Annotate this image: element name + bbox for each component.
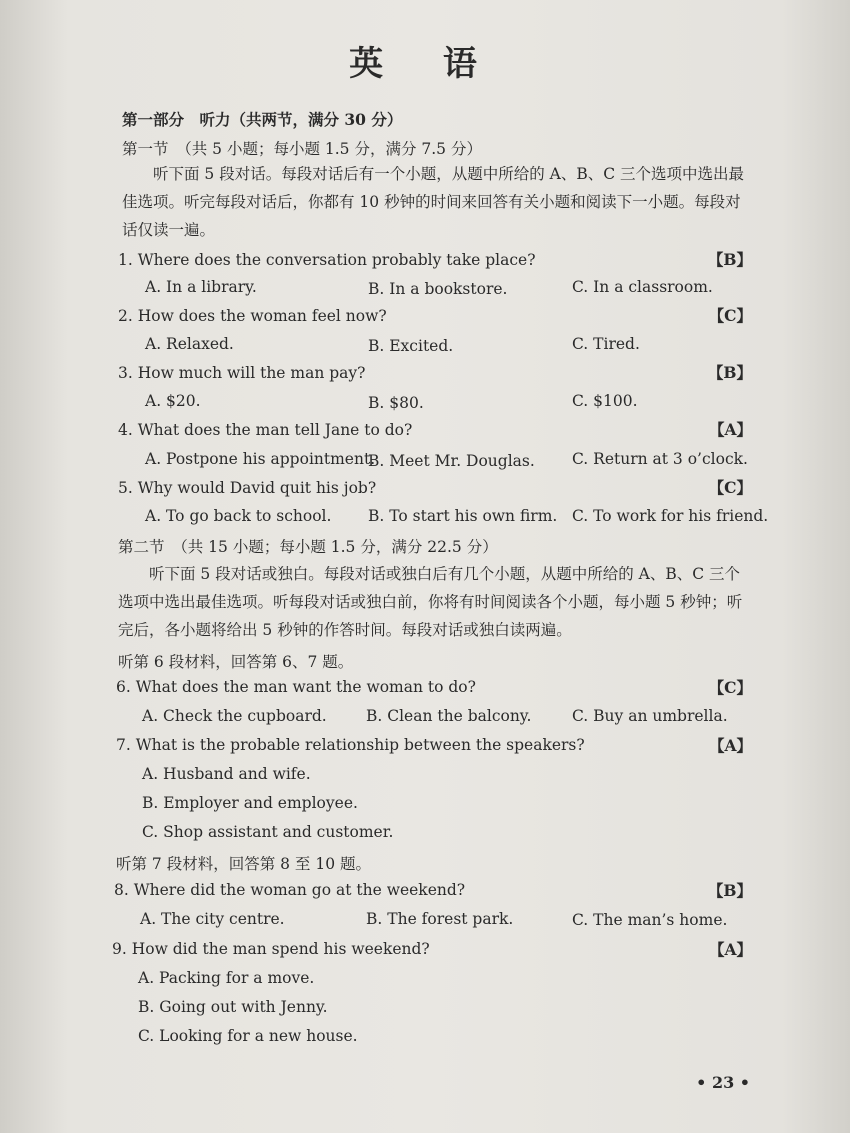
option-1c: C. In a classroom. [572,278,713,296]
option-3b: B. $80. [368,394,424,412]
page-number: • 23 • [696,1073,750,1092]
question-7: 7. What is the probable relationship between the speakers? [116,736,585,754]
option-4b: B. Meet Mr. Douglas. [368,452,535,470]
option-5b: B. To start his own firm. [368,507,558,525]
option-9a: A. Packing for a move. [138,969,315,987]
section1-instructions: 听下面 5 段对话。每段对话后有一个小题，从题中所给的 A、B、C 三个选项中选出最佳选项。听完每段对话后，你都有 10 秒钟的时间来回答有关小题和阅读下一小题。每段对话仅读一遍。 [122,165,745,239]
material-7-note: 听第 7 段材料，回答第 8 至 10 题。 [116,855,372,873]
question-2: 2. How does the woman feel now? [118,307,387,325]
question-3: 3. How much will the man pay? [118,364,366,382]
option-3a: A. $20. [145,392,201,410]
option-2c: C. Tired. [572,335,640,353]
option-6a: A. Check the cupboard. [142,707,327,725]
section2-instructions: 听下面 5 段对话或独白。每段对话或独白后有几个小题，从题中所给的 A、B、C 三个选项中选出最佳选项。听每段对话或独白前，你将有时间阅读各个小题，每小题 5 秒钟；听完后，各小题将给出 5 秒钟的作答时间。每段对话或独白读两遍。 [118,565,743,639]
question-1: 1. Where does the conversation probably take place? [118,251,536,269]
answer-7: 【A】 [708,736,752,755]
option-6c: C. Buy an umbrella. [572,707,728,725]
option-7a: A. Husband and wife. [142,765,311,783]
option-2b: B. Excited. [368,337,454,355]
question-4: 4. What does the man tell Jane to do? [118,421,413,439]
answer-1: 【B】 [707,250,752,269]
option-7c: C. Shop assistant and customer. [142,823,394,841]
option-9c: C. Looking for a new house. [138,1027,358,1045]
question-5: 5. Why would David quit his job? [118,479,377,497]
answer-4: 【A】 [708,420,752,439]
option-5c: C. To work for his friend. [572,507,769,525]
section2-heading: 第二节 （共 15 小题；每小题 1.5 分，满分 22.5 分） [118,538,498,556]
answer-5: 【C】 [708,478,752,497]
page-title: 英 语 [349,44,501,84]
option-8c: C. The man’s home. [572,911,728,929]
option-1b: B. In a bookstore. [368,280,508,298]
section1-heading: 第一节 （共 5 小题；每小题 1.5 分，满分 7.5 分） [122,140,482,158]
part-heading: 第一部分 听力（共两节，满分 30 分） [122,110,403,129]
option-4c: C. Return at 3 o’clock. [572,450,748,468]
material-6-note: 听第 6 段材料，回答第 6、7 题。 [118,653,354,671]
option-8b: B. The forest park. [366,910,514,928]
answer-3: 【B】 [707,363,752,382]
option-2a: A. Relaxed. [145,335,234,353]
answer-2: 【C】 [708,306,752,325]
answer-9: 【A】 [708,940,752,959]
option-8a: A. The city centre. [140,910,285,928]
option-5a: A. To go back to school. [145,507,332,525]
question-9: 9. How did the man spend his weekend? [112,940,430,958]
option-7b: B. Employer and employee. [142,794,358,812]
option-6b: B. Clean the balcony. [366,707,532,725]
answer-6: 【C】 [708,678,752,697]
question-8: 8. Where did the woman go at the weekend? [114,881,466,899]
option-9b: B. Going out with Jenny. [138,998,328,1016]
option-4a: A. Postpone his appointment. [145,450,376,468]
answer-8: 【B】 [707,881,752,900]
option-1a: A. In a library. [145,278,257,296]
question-6: 6. What does the man want the woman to do? [116,678,476,696]
option-3c: C. $100. [572,392,638,410]
